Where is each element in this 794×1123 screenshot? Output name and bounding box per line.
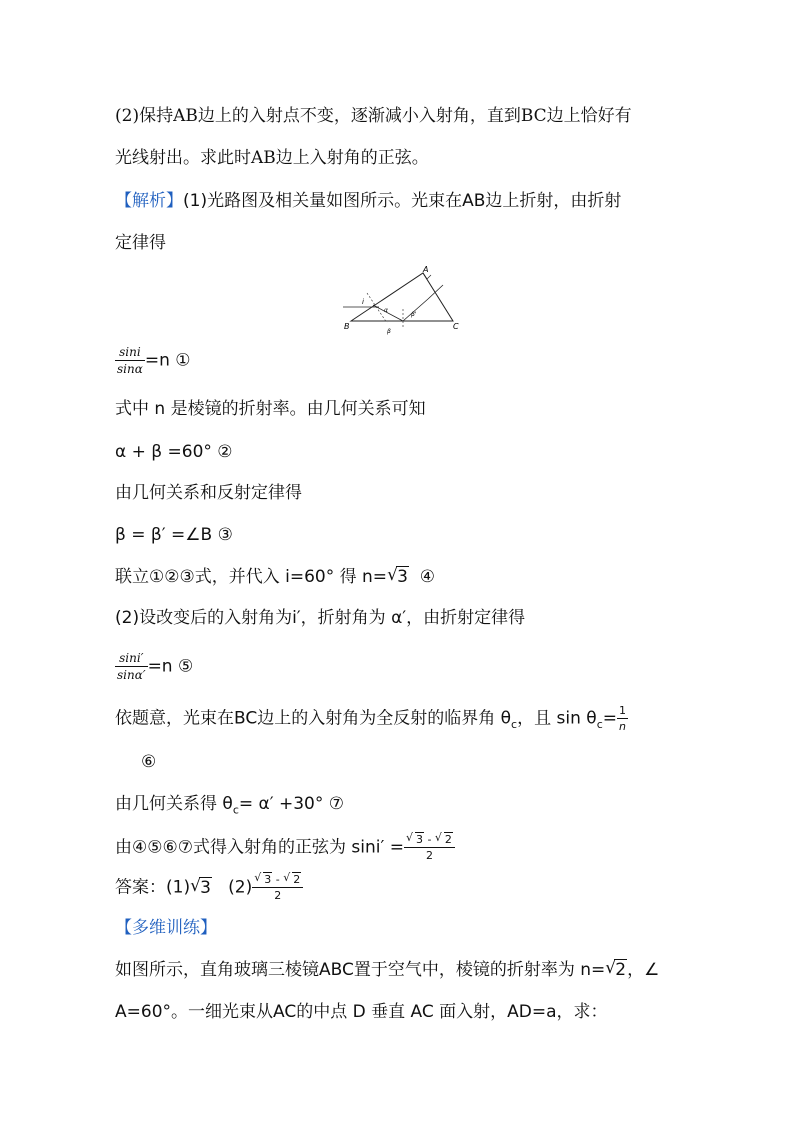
equation-1-rhs: =n ① xyxy=(144,350,191,371)
label-C: C xyxy=(453,322,459,331)
equation-4 xyxy=(115,565,435,589)
equation-2: α + β =60° ② xyxy=(115,442,233,462)
sqrt-3: √ 3 xyxy=(387,565,409,589)
equation-7: 由几何关系得 $\theta_c= \alpha' +30^\circ$ ⑦ xyxy=(115,794,345,817)
equation-3: β = β′ =∠B ③ xyxy=(115,525,233,545)
label-beta: β xyxy=(387,328,391,335)
multi-training-tag: 【多维训练】 xyxy=(115,918,217,938)
label-alpha: α xyxy=(384,307,388,314)
sqrt-2: √ 2 xyxy=(605,958,627,982)
multi-training-line1: 如图所示，直角玻璃三棱镜ABC置于空气中，棱镜的折射率为 n=√ 2，∠ xyxy=(115,958,659,982)
text-reflection-law: 由几何关系和反射定律得 xyxy=(115,483,302,503)
solution-intro-line2: 定律得 xyxy=(115,233,166,253)
circle-6: ⑥ xyxy=(141,752,157,772)
label-beta-prime: β' xyxy=(411,311,417,318)
equation-5-rhs: =n ⑤ xyxy=(147,656,194,677)
fraction-sini-sinalpha: $\frac{\sin i}{\sin\alpha}$ xyxy=(117,345,143,376)
multi-training-line2: A=60°。一细光束从AC的中点 D 垂直 AC 面入射，AD=a，求： xyxy=(115,1002,608,1022)
circle-4: ④ xyxy=(419,567,435,587)
solution-text: (1)光路图及相关量如图所示。光束在AB边上折射，由折射 xyxy=(183,191,622,211)
equation-4-text: 联立①②③式，并代入 i=60° 得 n= xyxy=(115,567,388,587)
text-critical-angle: 依题意，光束在BC边上的入射角为全反射的临界角 $\theta_c$，且 $\sin \theta_c=$ $\frac{1}{n}$ xyxy=(115,704,626,733)
equation-5 xyxy=(115,652,193,681)
equation-1 xyxy=(115,346,191,375)
text-part2-setup: (2)设改变后的入射角为i′，折射角为 α′，由折射定律得 xyxy=(115,608,526,628)
critical-text: 依题意，光束在BC边上的入射角为全反射的临界角 θ xyxy=(115,708,512,729)
equation-8: 由④⑤⑥⑦式得入射角的正弦为 sini′ = √ $\frac{3 - √ 2}{2}$ xyxy=(115,834,455,861)
text-refractive-index: 式中 n 是棱镜的折射率。由几何关系可知 xyxy=(115,399,426,419)
solution-tag: 【解析】 xyxy=(115,191,183,211)
prism-light-path-diagram xyxy=(343,265,463,335)
fraction-sini-prime: $\frac{\sin i'}{\sin\alpha'}$ xyxy=(117,651,146,682)
answer-fraction: √ $\frac{3 - √ 2}{2}$ xyxy=(252,874,303,901)
fraction-sqrt3-minus-sqrt2-over-2: √ $\frac{3 - √ 2}{2}$ xyxy=(404,834,455,861)
solution-intro-line1 xyxy=(115,189,621,213)
label-i: i xyxy=(362,298,364,306)
label-A: A xyxy=(423,265,429,274)
fraction-1-over-n: $\frac{1}{n}$ xyxy=(619,704,626,733)
question-part2-line2: 光线射出。求此时AB边上入射角的正弦。 xyxy=(115,148,429,168)
answer-sqrt-3: √ 3 xyxy=(190,876,212,900)
question-part2-line1: (2)保持AB边上的入射点不变，逐渐减小入射角，直到BC边上恰好有 xyxy=(115,106,632,126)
label-B: B xyxy=(344,322,350,331)
answer-line: 答案：(1)√ 3 (2) √ $\frac{3 - √ 2}{2}$ xyxy=(115,874,303,901)
